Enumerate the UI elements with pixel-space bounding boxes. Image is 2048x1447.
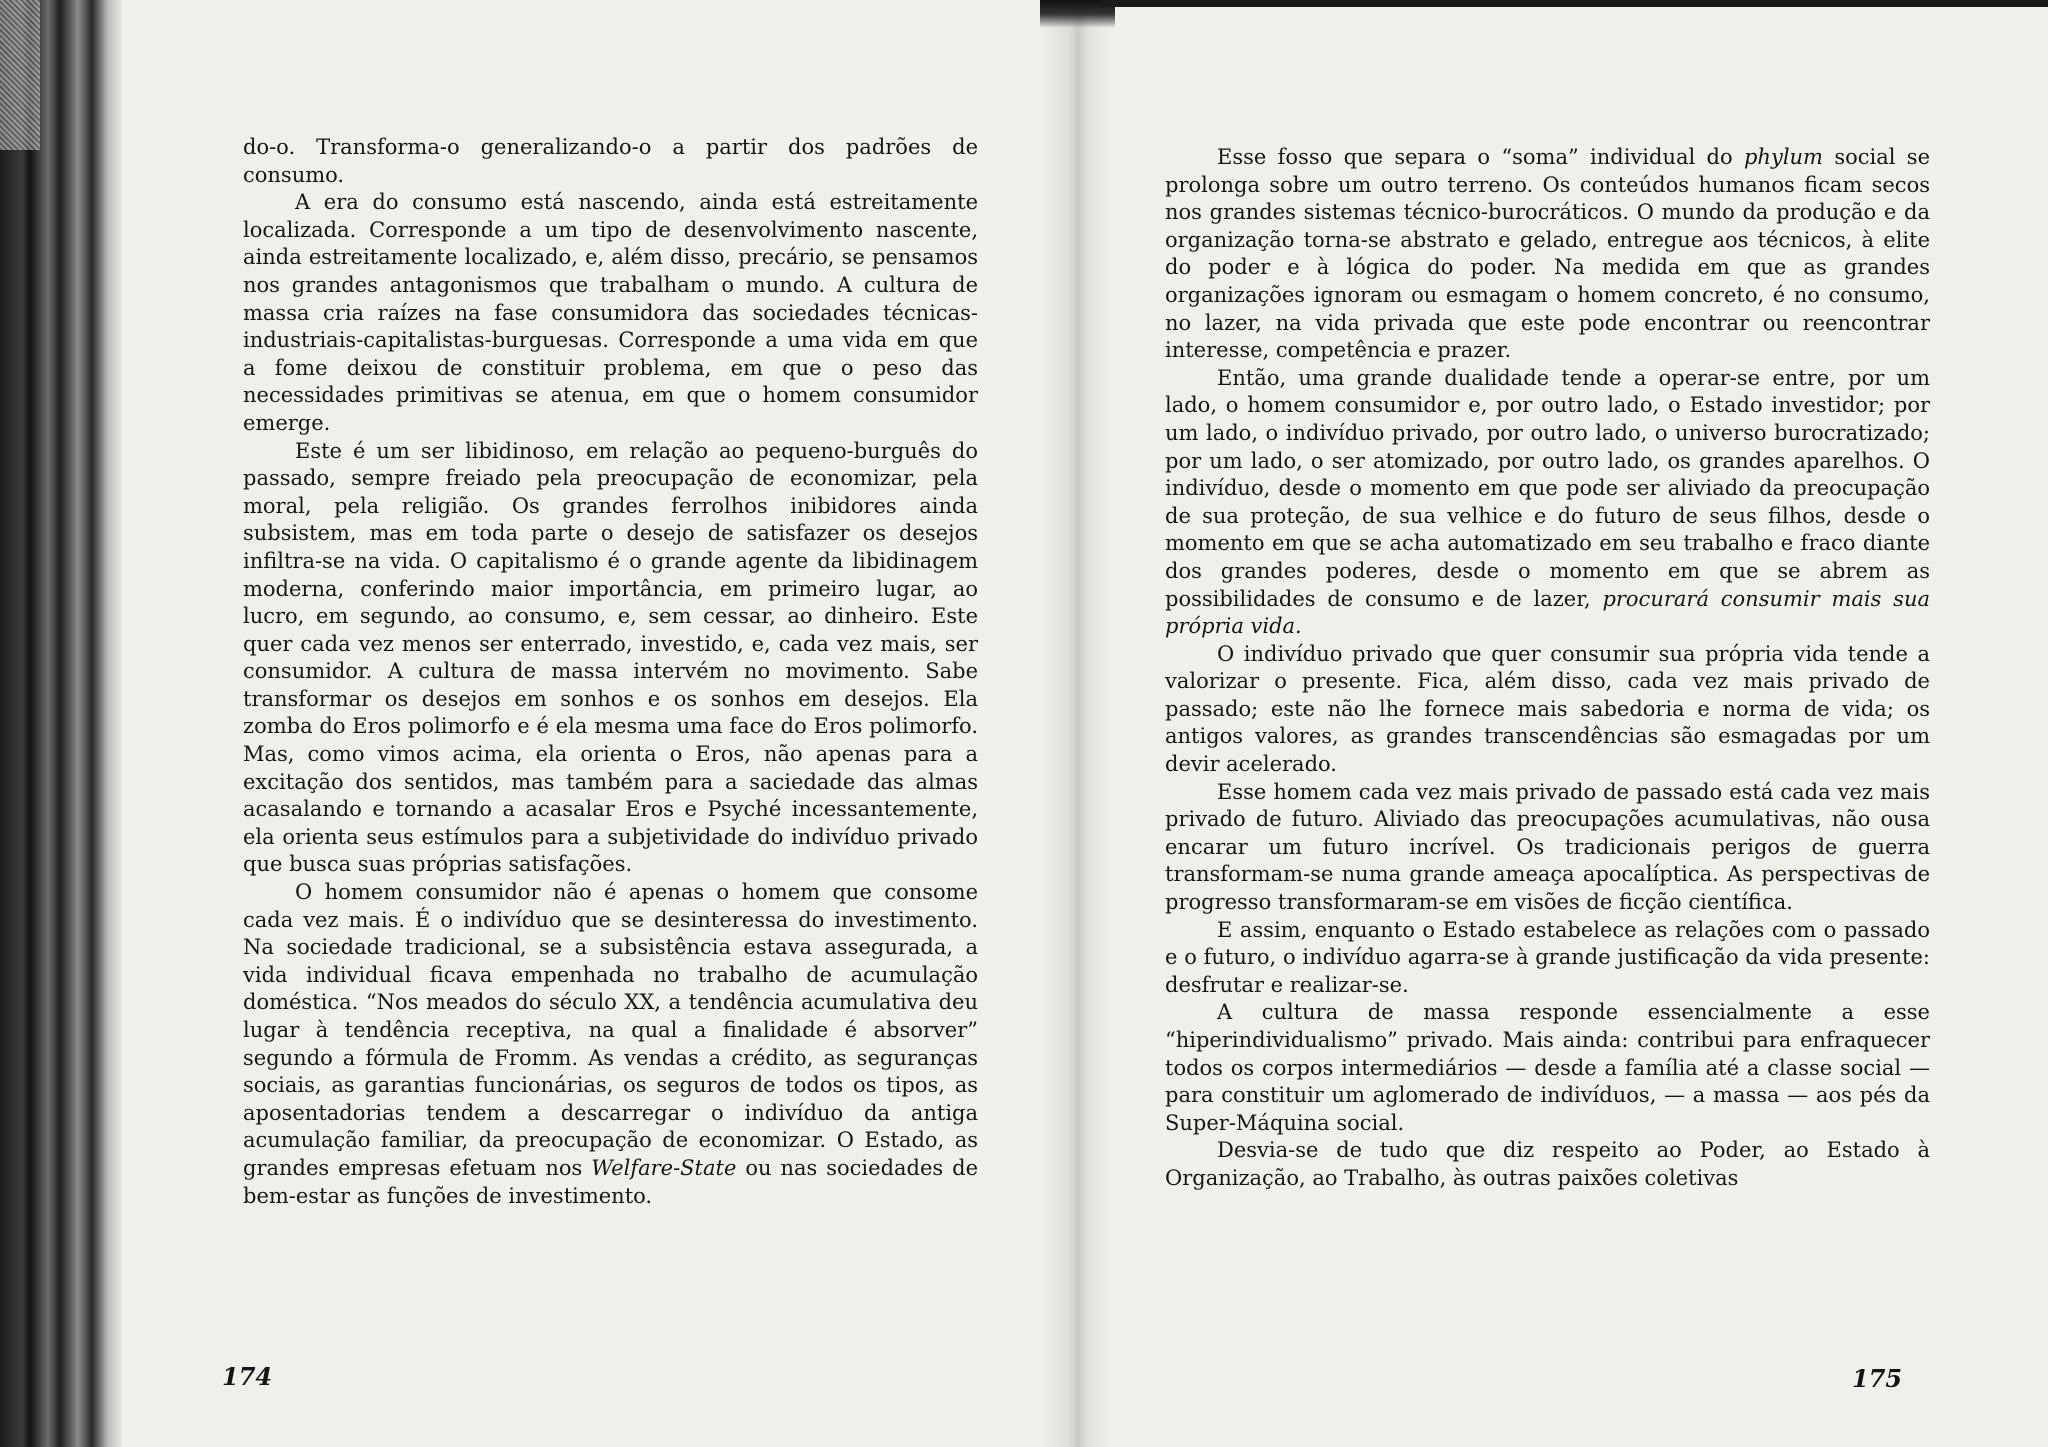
page-number-right: 175 [1852,1364,1903,1393]
scan-noise [0,0,40,150]
book-edge-shadow [0,0,122,1447]
emphasis-text: phylum [1743,145,1823,169]
page-top-edge [1100,0,2048,7]
paragraph [243,879,978,1210]
paragraph [1165,365,1930,641]
emphasis-text: procurará consumir mais sua própria vida. [1165,586,1931,639]
paragraph: Desvia-se de tudo que diz respeito ao Poder, ao Estado à Organização, ao Trabalho, às outras paixões coletivas [1165,1138,1930,1190]
paragraph: Esse homem cada vez mais privado de passado está cada vez mais privado de futuro. Aliviado das preocupações acumulativas, não ousa encarar um futuro incrível. Os tradicionais perigos de guerra transformam-se numa grande ameaça apocalíptica. As perspectivas de progresso transformaram-se em visões de ficção científica. [1165,779,1930,915]
paragraph: E assim, enquanto o Estado estabelece as relações com o passado e o futuro, o indivíduo agarra-se à grande justificação da vida presente: desfrutar e realizar-se. [1165,917,1930,997]
paragraph: do-o. Transforma-o generalizando-o a partir dos padrões de consumo. [243,135,978,187]
paragraph: Este é um ser libidinoso, em relação ao pequeno-burguês do passado, sempre freiado pela preocupação de economizar, pela moral, pela religião. Os grandes ferrolhos inibidores ainda subsistem, mas em toda parte o desejo de satisfazer os desejos infiltra-se na vida. O capitalismo é o grande agente da libidinagem moderna, conferindo maior importância, em primeiro lugar, ao lucro, em segundo, ao consumo, e, sem cessar, ao dinheiro. Este quer cada vez menos ser enterrado, investido, e, cada vez mais, ser consumidor. A cultura de massa intervém no movimento. Sabe transformar os desejos em sonhos e os sonhos em desejos. Ela zomba do Eros polimorfo e é ela mesma uma face do Eros polimorfo. Mas, como vimos acima, ela orienta o Eros, não apenas para a excitação dos sentidos, mas também para a saciedade das almas acasalando e tornando a acasalar Eros e Psyché incessantemente, ela orienta seus estímulos para a subjetividade do indivíduo privado que busca suas próprias satisfações. [243,438,978,877]
paragraph-text: Então, uma grande dualidade tende a operar-se entre, por um lado, o homem consumidor e, por outro lado, o Estado investidor; por um lado, o indivíduo privado, por outro lado, o universo burocratizado; por um lado, o ser atomizado, por outro lado, os grandes aparelhos. O indivíduo, desde o momento em que pode ser aliviado da preocupação de sua proteção, de sua velhice e do futuro de seus filhos, desde o momento em que se acha automatizado em seu trabalho e fraco diante dos grandes poderes, desde o momento em que se abrem as possibilidades de consumo e de lazer, [1165,365,1930,611]
right-page-text [1165,144,1930,1193]
paragraph-text: social se prolonga sobre um outro terreno. Os conteúdos humanos ficam secos nos grandes sistemas técnico-burocráticos. O mundo da produção e da organização torna-se abstrato e gelado, entregue aos técnicos, à elite do poder e à lógica do poder. Na medida em que as grandes organizações ignoram ou esmagam o homem concreto, é no consumo, no lazer, na vida privada que este pode encontrar ou reencontrar interesse, competência e prazer. [1165,145,1930,363]
page-number-left: 174 [222,1362,273,1391]
paragraph: O indivíduo privado que quer consumir sua própria vida tende a valorizar o presente. Fica, além disso, cada vez mais privado de passado; este não lhe fornece mais sabedoria e norma de vida; os antigos valores, as grandes transcendências são esmagadas por um devir acelerado. [1165,641,1930,777]
paragraph-text: O homem consumidor não é apenas o homem que consome cada vez mais. É o indivíduo que se desinteressa do investimento. Na sociedade tradicional, se a subsistência estava assegurada, a vida individual ficava empenhada no trabalho de acumulação doméstica. “Nos meados do século XX, a tendência acumulativa deu lugar à tendência receptiva, na qual a finalidade é absorver” segundo a fórmula de Fromm. As vendas a crédito, as seguranças sociais, as garantias funcionárias, os seguros de todos os tipos, as aposentadorias tendem a descarregar o indivíduo da antiga acumulação familiar, da preocupação de economizar. O Estado, as grandes empresas efetuam nos [243,880,978,1180]
emphasis-text: Welfare-State [591,1155,737,1180]
book-spine-shadow [1040,0,1110,1447]
paragraph [1165,144,1930,365]
paragraph-text: ou nas sociedades de bem-estar as funções de investimento. [243,1155,979,1208]
paragraph: A cultura de massa responde essencialmente a esse “hiperindividualismo” privado. Mais ainda: contribui para enfraquecer todos os corpos intermediários — desde a família até a classe social — para constituir um aglomerado de indivíduos, — a massa — aos pés da Super-Máquina social. [1165,1000,1930,1135]
left-page-text [243,134,978,1210]
paragraph: A era do consumo está nascendo, ainda está estreitamente localizada. Corresponde a um tipo de desenvolvimento nascente, ainda estreitamente localizado, e, além disso, precário, se pensamos nos grandes antagonismos que trabalham o mundo. A cultura de massa cria raízes na fase consumidora das sociedades técnicas-industriais-capitalistas-burguesas. Corresponde a uma vida em que a fome deixou de constituir problema, em que o peso das necessidades primitivas se atenua, em que o homem consumidor emerge. [243,190,978,435]
paragraph-text: Esse fosso que separa o “soma” individual do [1217,145,1744,169]
